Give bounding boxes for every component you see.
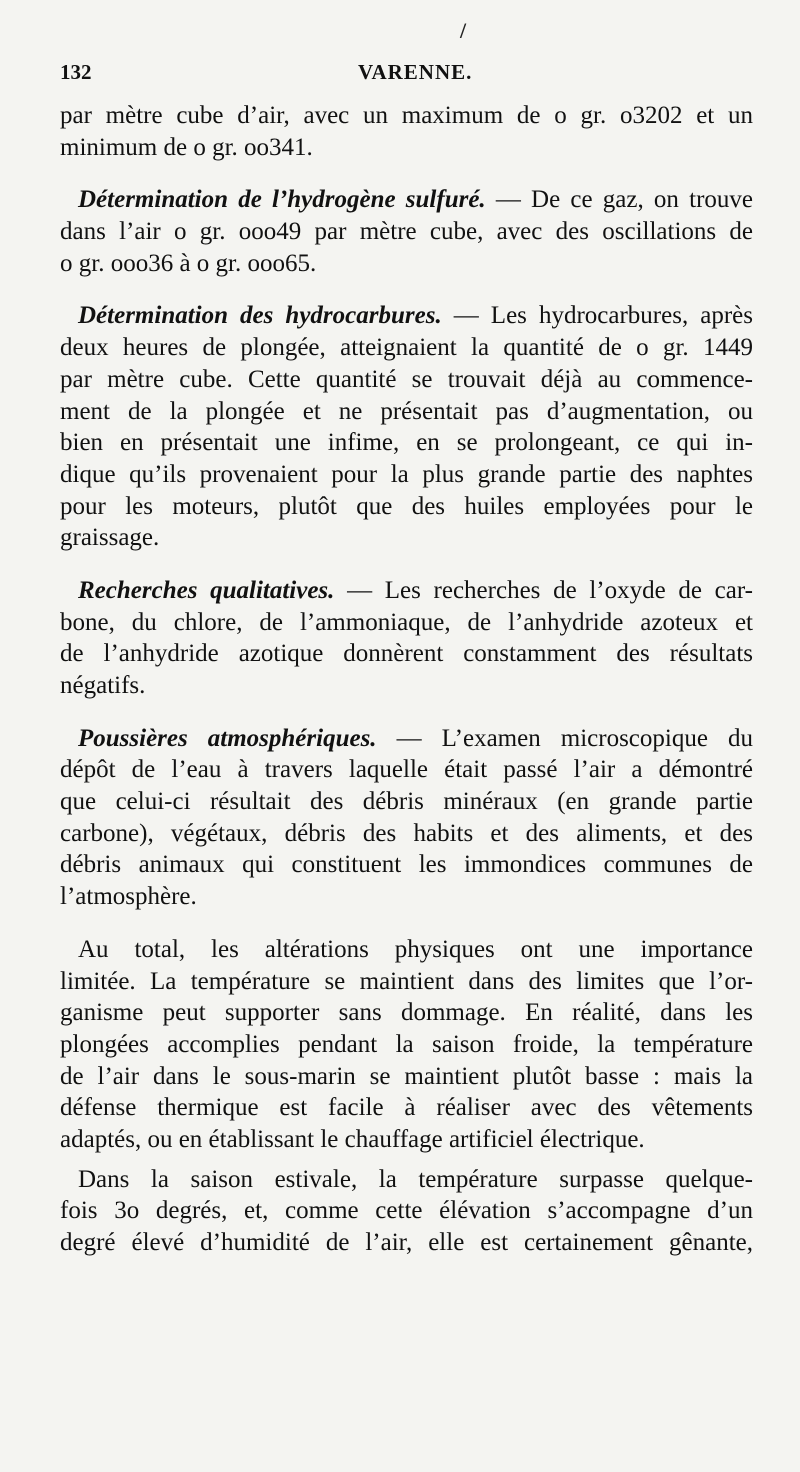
text-line: ganisme peut supporter sans dommage. En réalité, dans les xyxy=(60,999,753,1027)
text-line: carbone), végétaux, débris des habits et des aliments, et des xyxy=(60,819,753,847)
text-line: pour les moteurs, plutôt que des huiles employées pour le xyxy=(60,492,753,520)
paragraph-summary xyxy=(60,934,753,1156)
text-line: dique qu’ils provenaient pour la plus grande partie des naphtes xyxy=(60,460,753,488)
paragraph-qualitative-research xyxy=(60,575,753,702)
text-line: bien en présentait une infime, en se prolongeant, ce qui in- xyxy=(60,429,753,457)
text-line: débris animaux qui constituent les immondices communes de xyxy=(60,851,753,879)
text-run: — Les hydrocarbures, après xyxy=(441,302,753,330)
text-line: Au total, les altérations physiques ont une importance xyxy=(78,935,753,963)
text-line: deux heures de plongée, atteignaient la quantité de o gr. 1449 xyxy=(60,334,753,362)
page-number: 132 xyxy=(60,60,92,84)
text-line: que celui-ci résultait des débris minéraux (en grande partie xyxy=(60,788,753,816)
text-line: bone, du chlore, de l’ammoniaque, de l’anhydride azoteux et xyxy=(60,608,753,636)
text-line xyxy=(60,300,753,332)
page-header xyxy=(60,60,760,94)
text-line: adaptés, ou en établissant le chauffage artificiel électrique. xyxy=(60,1125,645,1153)
text-line: plongées accomplies pendant la saison froide, la température xyxy=(60,1030,753,1058)
text-run: — De ce gaz, on trouve xyxy=(485,186,753,214)
text-line: degré élevé d’humidité de l’air, elle est certainement gênante, xyxy=(60,1229,753,1256)
text-line: négatifs. xyxy=(60,672,146,699)
text-line: dans l’air o gr. ooo49 par mètre cube, avec des oscillations de xyxy=(60,218,753,246)
text-line: dépôt de l’eau à travers laquelle était passé l’air a démontré xyxy=(60,756,753,784)
text-line: de l’air dans le sous-marin se maintient plutôt basse : mais la xyxy=(60,1062,753,1090)
text-line: de l’anhydride azotique donnèrent constamment des résultats xyxy=(60,640,753,668)
top-pen-mark: / xyxy=(460,18,467,43)
paragraph-hydrocarbons xyxy=(60,300,753,554)
text-run: — Les recherches de l’oxyde de car- xyxy=(334,576,753,604)
body-text xyxy=(60,100,753,1259)
text-run: — L’examen microscopique du xyxy=(376,724,753,752)
text-line: Dans la saison estivale, la température surpasse quelque- xyxy=(78,1165,753,1193)
text-line: limitée. La température se maintient dans des limites que l’or- xyxy=(60,967,753,995)
running-head: VARENNE. xyxy=(358,60,473,84)
text-line: fois 3o degrés, et, comme cette élévation s’accompagne d’un xyxy=(60,1197,753,1225)
section-heading: Poussières atmosphériques. xyxy=(78,724,377,752)
text-line xyxy=(60,575,753,607)
paragraph-measurement-continuation xyxy=(60,100,753,163)
text-line xyxy=(60,184,753,216)
text-line: minimum de o gr. oo341. xyxy=(60,133,313,161)
paragraph-atmospheric-dust xyxy=(60,723,753,913)
text-line: l’atmosphère. xyxy=(60,883,197,911)
section-heading: Détermination des hydrocarbures. xyxy=(78,302,442,330)
section-heading: Détermination de l’hydrogène sulfuré. xyxy=(78,186,486,214)
text-line: défense thermique est facile à réaliser avec des vêtements xyxy=(60,1094,753,1122)
text-line: par mètre cube d’air, avec un maximum de o gr. o3202 et un xyxy=(60,102,753,129)
paragraph-summer-season xyxy=(60,1164,753,1259)
text-line: par mètre cube. Cette quantité se trouvait déjà au commence- xyxy=(60,365,753,393)
text-line: graissage. xyxy=(60,524,160,552)
text-line: ment de la plongée et ne présentait pas d’augmentation, ou xyxy=(60,397,753,425)
text-line xyxy=(60,723,753,755)
text-line: o gr. ooo36 à o gr. ooo65. xyxy=(60,249,317,277)
section-heading: Recherches qualitatives. xyxy=(78,576,335,604)
paragraph-hydrogen-sulfide xyxy=(60,184,753,279)
